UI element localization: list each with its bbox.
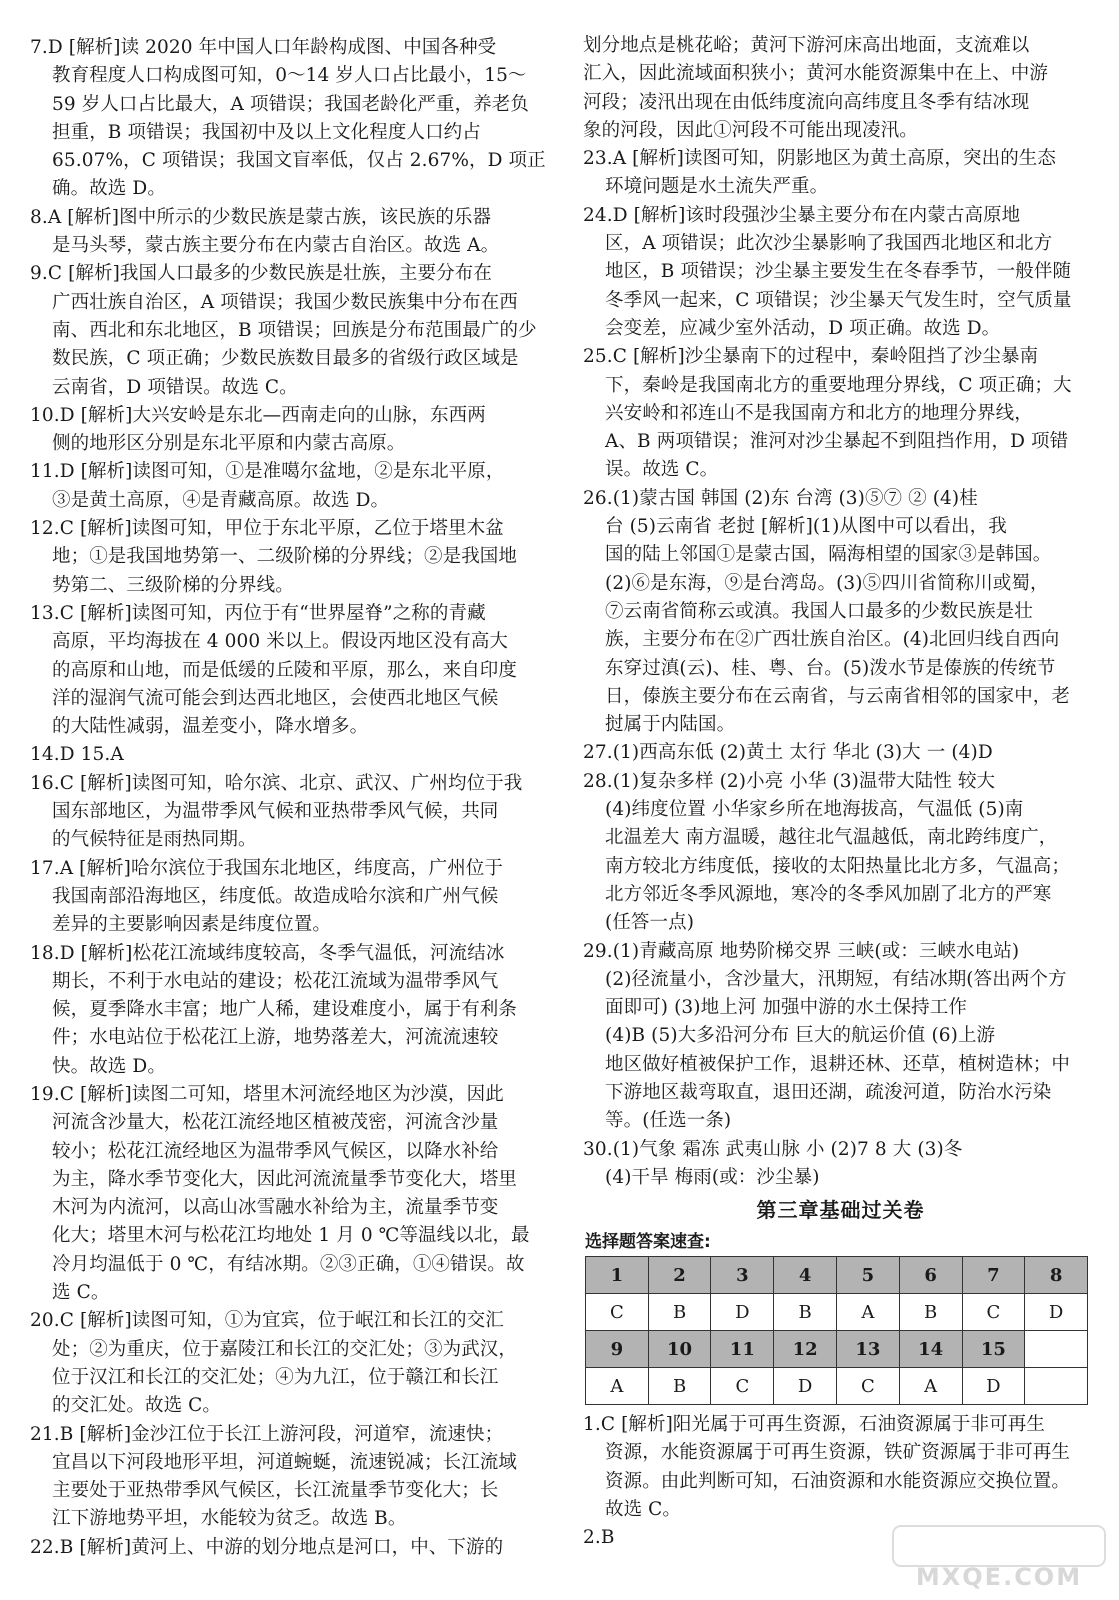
empty-cell (1025, 1331, 1088, 1368)
answer-number-cell: 5 (836, 1257, 899, 1294)
entry-line: 下游地区裁弯取直，退田还湖，疏浚河道，防治水污染 (605, 1081, 1052, 1103)
entry-first-line: 24.D [解析]该时段强沙尘暴主要分布在内蒙古高原地 (583, 204, 1021, 226)
entry-first-line: 30.(1)气象 霜冻 武夷山脉 小 (2)7 8 大 (3)冬 (583, 1138, 963, 1160)
entry-first-line: 9.C [解析]我国人口最多的少数民族是壮族，主要分布在 (30, 263, 492, 285)
answer-letter-cell: B (648, 1294, 711, 1331)
entry-line: 江下游地势平坦，水能较为贫乏。故选 B。 (52, 1508, 407, 1530)
entry-line: 族，主要分布在②广西壮族自治区。(4)北回归线自西向 (605, 629, 1060, 651)
answer-entry (30, 458, 565, 515)
answer-entry (30, 515, 565, 600)
right-column-top (583, 32, 1098, 1192)
entry-line: 下，秦岭是我国南北方的重要地理分界线，C 项正确；大 (605, 374, 1072, 396)
answer-entry (30, 600, 565, 741)
answer-entry (583, 739, 1098, 767)
entry-line: 区，A 项错误；此次沙尘暴影响了我国西北地区和北方 (605, 233, 1053, 255)
watermark-logo (889, 1522, 1109, 1592)
entry-line: 65.07%，C 项错误；我国文盲率低，仅占 2.67%，D 项正 (52, 150, 546, 172)
answer-letter-cell: B (648, 1368, 711, 1405)
answer-number-cell: 1 (586, 1257, 649, 1294)
answer-number-cell: 10 (648, 1331, 711, 1368)
entry-first-line: 22.B [解析]黄河上、中游的划分地点是河口，中、下游的 (30, 1536, 504, 1558)
entry-line: 差异的主要影响因素是纬度位置。 (52, 914, 332, 936)
entry-line: 北方邻近冬季风源地，寒冷的冬季风加剧了北方的严寒 (605, 883, 1052, 905)
answer-entry (583, 343, 1098, 484)
entry-first-line: 14.D 15.A (30, 744, 124, 766)
entry-line: 南方较北方纬度低，接收的太阳热量比北方多，气温高； (605, 855, 1071, 877)
answer-letter-cell: B (774, 1294, 837, 1331)
entry-line: ③是黄土高原，④是青藏高原。故选 D。 (52, 489, 390, 511)
answer-letter-row (586, 1368, 1088, 1405)
entry-line: (4)纬度位置 小华家乡所在地海拔高，气温低 (5)南 (605, 799, 1024, 821)
entry-line: 日，傣族主要分布在云南省，与云南省相邻的国家中，老 (605, 685, 1071, 707)
section-title: 第三章基础过关卷 (756, 1198, 925, 1223)
entry-line: 的高原和山地，而是低缓的丘陵和平原，那么，来自印度 (52, 659, 518, 681)
entry-line: 木河为内流河，以高山冰雪融水补给为主，流量季节变 (52, 1197, 499, 1219)
entry-line: 会变差，应减少室外活动，D 项正确。故选 D。 (605, 317, 1001, 339)
entry-first-line: 25.C [解析]沙尘暴南下的过程中，秦岭阻挡了沙尘暴南 (583, 346, 1039, 368)
answer-entry (583, 202, 1098, 343)
entry-first-line: 16.C [解析]读图可知，哈尔滨、北京、武汉、广州均位于我 (30, 772, 523, 794)
entry-line: 划分地点是桃花峪；黄河下游河床高出地面，支流难以 (583, 35, 1030, 56)
entry-first-line: 11.D [解析]读图可知，①是准噶尔盆地，②是东北平原， (30, 461, 505, 483)
entry-first-line: 19.C [解析]读图二可知，塔里木河流经地区为沙漠，因此 (30, 1083, 504, 1105)
left-column (30, 34, 565, 1562)
answer-letter-cell: D (774, 1368, 837, 1405)
entry-line: (2)⑥是东海，⑨是台湾岛。(3)⑤四川省简称川或蜀， (605, 572, 1049, 594)
entry-line: 担重，B 项错误；我国初中及以上文化程度人口约占 (52, 121, 481, 143)
answer-entry (30, 1307, 565, 1420)
entry-line: 59 岁人口占比最大，A 项错误；我国老龄化严重，养老负 (52, 93, 529, 115)
answer-entry (583, 1136, 1098, 1193)
answer-entry (30, 260, 565, 401)
entry-line: 等。(任选一条) (605, 1110, 732, 1132)
answer-number-row (586, 1331, 1088, 1368)
answer-letter-cell: C (836, 1368, 899, 1405)
answer-entry (30, 1421, 565, 1534)
entry-line: 国东部地区，为温带季风气候和亚热带季风气候，共同 (52, 801, 499, 823)
entry-line: 南、西北和东北地区，B 项错误；回族是分布范围最广的少 (52, 319, 537, 341)
entry-line: 为主，降水季节变化大，因此河流流量季节变化大，塔里 (52, 1168, 518, 1190)
empty-cell (1025, 1368, 1088, 1405)
answer-number-cell: 13 (836, 1331, 899, 1368)
answer-letter-cell: B (899, 1294, 962, 1331)
entry-line: ⑦云南省简称云或滇。我国人口最多的少数民族是壮 (605, 600, 1033, 622)
answer-number-cell: 2 (648, 1257, 711, 1294)
answer-number-cell: 8 (1025, 1257, 1088, 1294)
entry-line: 宜昌以下河段地形平坦，河道蜿蜒，流速锐减；长江流域 (52, 1451, 518, 1473)
answer-number-cell: 14 (899, 1331, 962, 1368)
entry-line: 期长，不利于水电站的建设；松花江流域为温带季风气 (52, 970, 499, 992)
answer-letter-cell: C (586, 1294, 649, 1331)
entry-line: 洋的湿润气流可能会到达西北地区，会使西北地区气候 (52, 687, 499, 709)
entry-line: 地；①是我国地势第一、二级阶梯的分界线；②是我国地 (52, 546, 518, 568)
entry-line: 较小；松花江流经地区为温带季风气候区，以降水补给 (52, 1140, 499, 1162)
entry-first-line: 20.C [解析]读图可知，①为宜宾，位于岷江和长江的交汇 (30, 1310, 504, 1332)
entry-line: (任答一点) (605, 912, 695, 934)
entry-first-line: 8.A [解析]图中所示的少数民族是蒙古族，该民族的乐器 (30, 206, 492, 228)
entry-line: 地区做好植被保护工作，退耕还林、还草，植树造林；中 (605, 1053, 1071, 1075)
entry-line: 的交汇处。故选 C。 (52, 1395, 222, 1417)
answer-letter-cell: A (586, 1368, 649, 1405)
entry-first-line: 21.B [解析]金沙江位于长江上游河段，河道窄，流速快； (30, 1423, 504, 1445)
answer-number-cell: 4 (774, 1257, 837, 1294)
answer-table (585, 1256, 1088, 1405)
answer-entry (583, 768, 1098, 938)
answer-letter-cell: C (711, 1368, 774, 1405)
entry-line: 快。故选 D。 (52, 1055, 166, 1077)
entry-line: (4)干旱 梅雨(或：沙尘暴) (605, 1166, 820, 1188)
entry-line: 冷月均温低于 0 ℃，有结冰期。②③正确，①④错误。故 (52, 1253, 525, 1275)
entry-line: 河流含沙量大，松花江流经地区植被茂密，河流含沙量 (52, 1112, 499, 1134)
entry-line: 误。故选 C。 (605, 459, 719, 481)
entry-first-line: 1.C [解析]阳光属于可再生资源，石油资源属于非可再生 (583, 1414, 1045, 1436)
entry-line: 件；水电站位于松花江上游，地势落差大，河流流速较 (52, 1027, 499, 1049)
answer-number-cell: 7 (962, 1257, 1025, 1294)
answer-entry (30, 940, 565, 1081)
entry-line: 广西壮族自治区，A 项错误；我国少数民族集中分布在西 (52, 291, 518, 313)
entry-line: 资源。由此判断可知，石油资源和水能资源应交换位置。 (605, 1470, 1071, 1492)
entry-line: 确。故选 D。 (52, 178, 166, 200)
right-column (583, 32, 1098, 1553)
entry-line: 处；②为重庆，位于嘉陵江和长江的交汇处；③为武汉， (52, 1338, 518, 1360)
answer-entry (30, 402, 565, 459)
entry-first-line: 10.D [解析]大兴安岭是东北—西南走向的山脉，东西两 (30, 404, 486, 426)
answer-number-cell: 11 (711, 1331, 774, 1368)
answer-entry (30, 34, 565, 204)
entry-line: 云南省，D 项错误。故选 C。 (52, 376, 298, 398)
entry-line: 候，夏季降水丰富；地广人稀，建设难度小，属于有利条 (52, 999, 518, 1021)
entry-line: 是马头琴，蒙古族主要分布在内蒙古自治区。故选 A。 (52, 235, 500, 257)
answer-letter-cell: A (836, 1294, 899, 1331)
entry-line: 的大陆性减弱，温差变小，降水增多。 (52, 716, 369, 738)
entry-line: 位于汉江和长江的交汇处；④为九江，位于赣江和长江 (52, 1366, 499, 1388)
answer-entry (30, 204, 565, 261)
entry-line: 象的河段，因此①河段不可能出现凌汛。 (583, 119, 918, 141)
answer-number-row (586, 1257, 1088, 1294)
entry-first-line: 23.A [解析]读图可知，阴影地区为黄土高原，突出的生态 (583, 148, 1056, 170)
answer-letter-cell: D (711, 1294, 774, 1331)
entry-line: 冬季风一起来，C 项错误；沙尘暴天气发生时，空气质量 (605, 289, 1072, 311)
entry-line: 侧的地形区分别是东北平原和内蒙古高原。 (52, 433, 406, 455)
entry-line: 我国南部沿海地区，纬度低。故造成哈尔滨和广州气候 (52, 885, 499, 907)
answer-number-cell: 9 (586, 1331, 649, 1368)
answer-entry (583, 145, 1098, 202)
quick-answer-label: 选择题答案速查: (585, 1232, 711, 1253)
entry-line: 故选 C。 (605, 1499, 682, 1521)
answer-number-cell: 3 (711, 1257, 774, 1294)
entry-line: 汇入，因此流域面积狭小；黄河水能资源集中在上、中游 (583, 63, 1049, 85)
watermark-text: MXQE.COM (915, 1563, 1083, 1591)
entry-first-line: 29.(1)青藏高原 地势阶梯交界 三峡(或：三峡水电站) (583, 940, 1020, 962)
entry-line: A、B 两项错误；淮河对沙尘暴起不到阻挡作用，D 项错 (605, 431, 1069, 453)
entry-line: 地区，B 项错误；沙尘暴主要发生在冬春季节，一般伴随 (605, 261, 1072, 283)
entry-first-line: 2.B (583, 1527, 615, 1549)
entry-line: 教育程度人口构成图可知，0～14 岁人口占比最小，15～ (52, 65, 527, 87)
entry-line: 高原，平均海拔在 4 000 米以上。假设丙地区没有高大 (52, 631, 509, 653)
answer-letter-cell: A (899, 1368, 962, 1405)
entry-first-line: 17.A [解析]哈尔滨位于我国东北地区，纬度高，广州位于 (30, 857, 503, 879)
entry-line: 河段；凌汛出现在由低纬度流向高纬度且冬季有结冰现 (583, 91, 1030, 113)
entry-line: (4)B (5)大多沿河分布 巨大的航运价值 (6)上游 (605, 1025, 996, 1047)
answer-entry (583, 485, 1098, 740)
entry-line: 势第二、三级阶梯的分界线。 (52, 574, 294, 596)
answer-number-cell: 15 (962, 1331, 1025, 1368)
answer-entry (30, 1081, 565, 1307)
answer-entry (583, 938, 1098, 1136)
entry-line: 资源，水能资源属于可再生资源，铁矿资源属于非可再生 (605, 1442, 1071, 1464)
entry-line: 国的陆上邻国①是蒙古国，隔海相望的国家③是韩国。 (605, 544, 1052, 566)
answer-entry (583, 32, 1098, 145)
entry-first-line: 7.D [解析]读 2020 年中国人口年龄构成图、中国各种受 (30, 37, 497, 58)
entry-line: 东穿过滇(云)、桂、粤、台。(5)泼水节是傣族的传统节 (605, 657, 1056, 679)
entry-line: 兴安岭和祁连山不是我国南方和北方的地理分界线， (605, 402, 1033, 424)
answer-entry (30, 741, 565, 769)
entry-line: 面即可) (3)地上河 加强中游的水土保持工作 (605, 997, 967, 1019)
entry-line: 数民族，C 项正确；少数民族数目最多的省级行政区域是 (52, 348, 519, 370)
answer-entry (30, 855, 565, 940)
entry-line: 台 (5)云南省 老挝 [解析](1)从图中可以看出，我 (605, 516, 1007, 538)
entry-first-line: 28.(1)复杂多样 (2)小亮 小华 (3)温带大陆性 较大 (583, 770, 996, 792)
answer-number-cell: 6 (899, 1257, 962, 1294)
entry-line: 化大；塔里木河与松花江均地处 1 月 0 ℃等温线以北，最 (52, 1225, 530, 1247)
entry-first-line: 27.(1)西高东低 (2)黄土 太行 华北 (3)大 一 (4)D (583, 742, 993, 764)
entry-line: 选 C。 (52, 1282, 110, 1304)
answer-letter-cell: D (962, 1368, 1025, 1405)
entry-first-line: 12.C [解析]读图可知，甲位于东北平原，乙位于塔里木盆 (30, 518, 504, 540)
entry-line: 主要处于亚热带季风气候区，长江流量季节变化大；长 (52, 1480, 499, 1502)
answer-letter-cell: D (1025, 1294, 1088, 1331)
entry-first-line: 26.(1)蒙古国 韩国 (2)东 台湾 (3)⑤⑦ ② (4)桂 (583, 487, 978, 509)
entry-line: 北温差大 南方温暖，越往北气温越低，南北跨纬度广， (605, 827, 1058, 849)
answer-letter-row (586, 1294, 1088, 1331)
entry-line: 挝属于内陆国。 (605, 714, 736, 736)
entry-line: 环境问题是水土流失严重。 (605, 176, 829, 198)
entry-first-line: 18.D [解析]松花江流域纬度较高，冬季气温低，河流结冰 (30, 942, 505, 964)
answer-entry (583, 1411, 1098, 1524)
entry-line: (2)径流量小，含沙量大，汛期短，有结冰期(答出两个方 (605, 968, 1067, 990)
answer-letter-cell: C (962, 1294, 1025, 1331)
answer-entry (30, 1534, 565, 1562)
answer-entry (30, 770, 565, 855)
answer-number-cell: 12 (774, 1331, 837, 1368)
entry-first-line: 13.C [解析]读图可知，丙位于有“世界屋脊”之称的青藏 (30, 602, 486, 624)
entry-line: 的气候特征是雨热同期。 (52, 829, 257, 851)
